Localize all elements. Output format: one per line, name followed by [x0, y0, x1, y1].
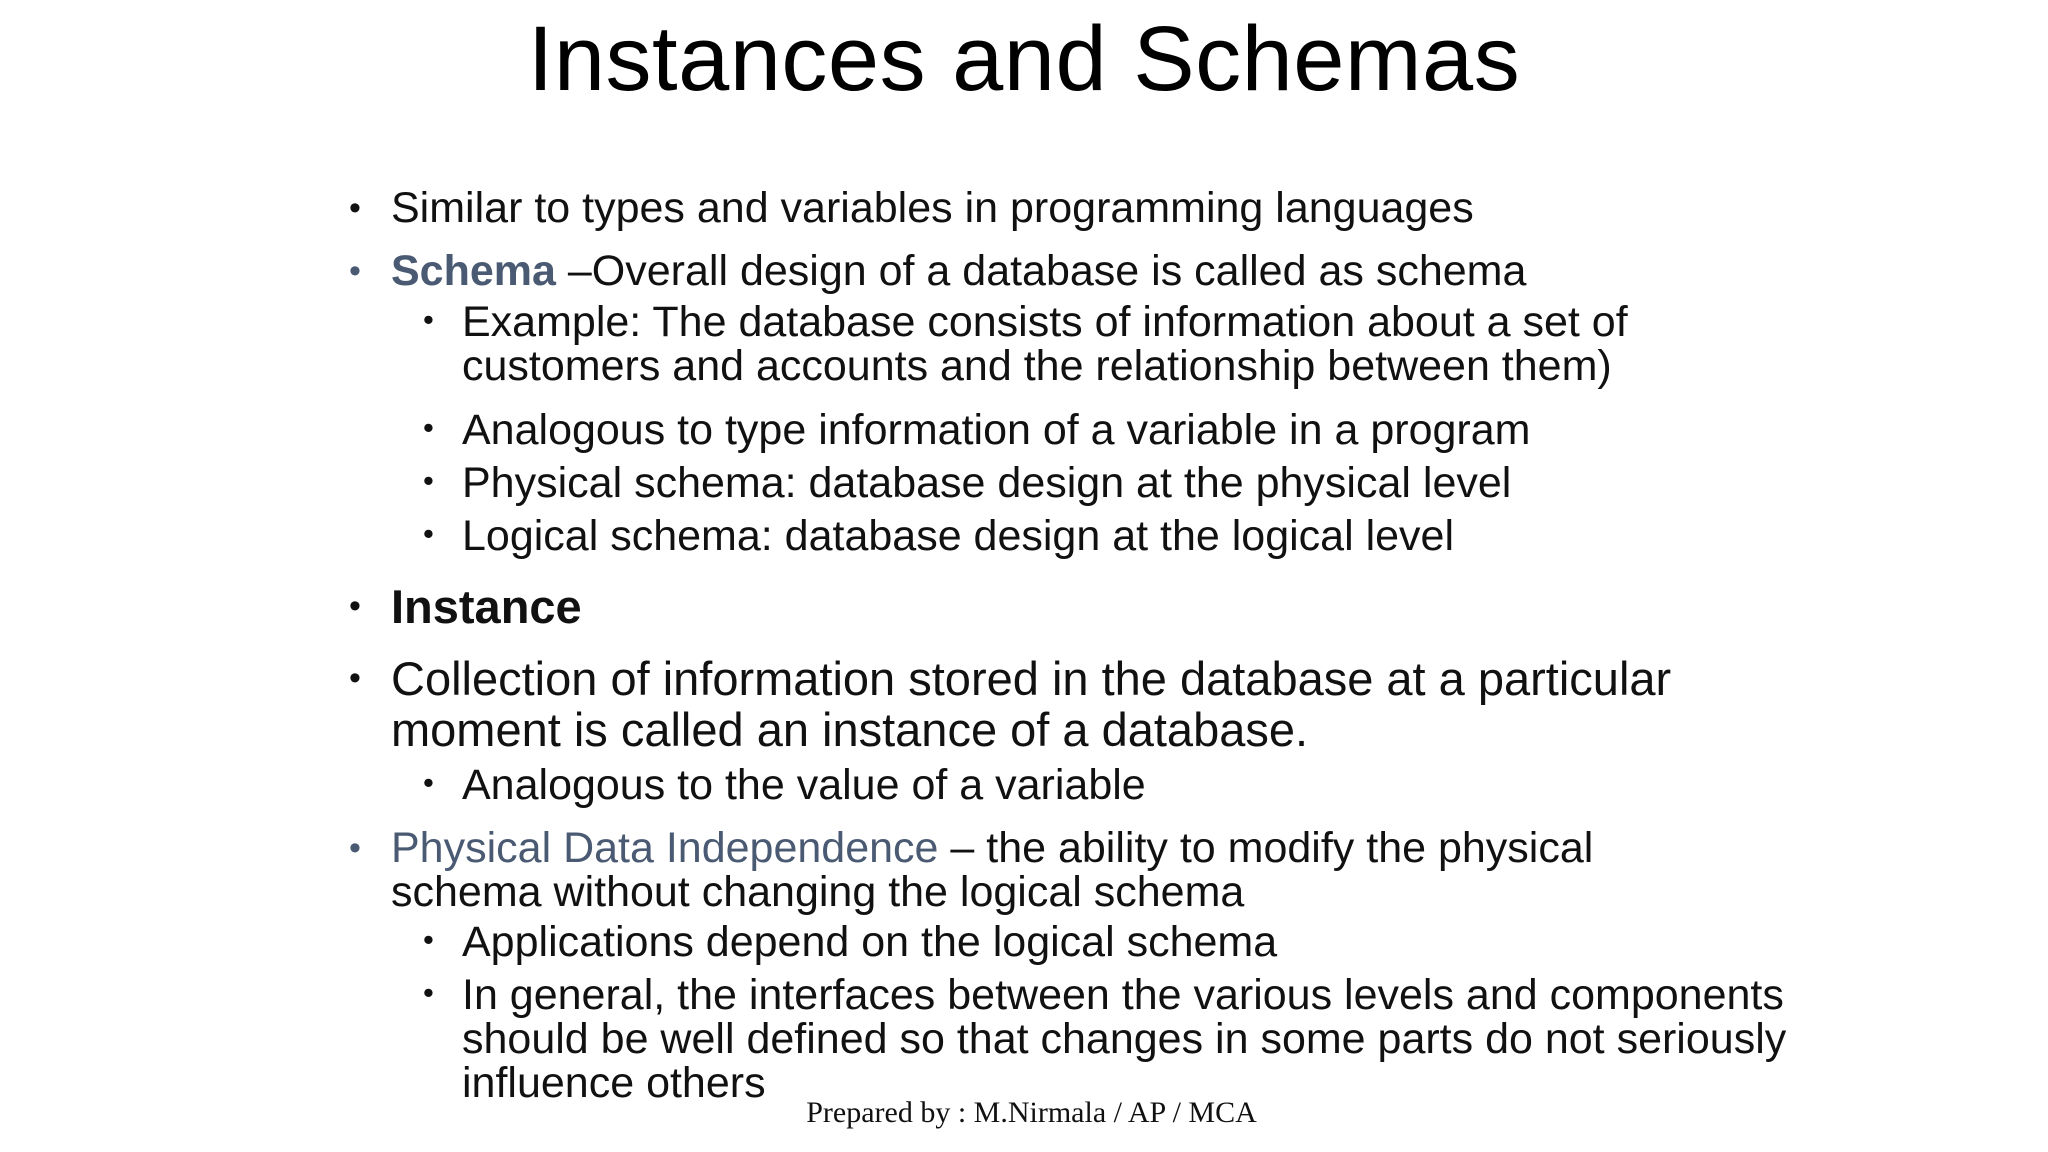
bullet-text: Applications depend on the logical schema [462, 918, 1278, 966]
bullet-text: Logical schema: database design at the logical level [462, 512, 1455, 560]
bullet-icon: • [423, 765, 434, 800]
bullet-text: In general, the interfaces between the various levels and components should be well defined so that changes in some parts do not seriously influence others [462, 971, 1787, 1107]
bullet-item-schema [349, 249, 1791, 293]
bullet-text: –Overall design of a database is called as schema [555, 247, 1527, 295]
schema-term: Schema [391, 247, 556, 295]
bullet-icon: • [423, 975, 434, 1010]
bullet-item-physical-data-independence [349, 826, 1721, 914]
sub-bullet-analogous-type [349, 408, 1862, 452]
bullet-icon: • [349, 252, 361, 290]
bullet-text: Example: The database consists of information about a set of customers and accounts and the relationship between them) [462, 298, 1628, 390]
bullet-text: Instance [391, 580, 582, 633]
sub-bullet-example [349, 300, 1792, 388]
bullet-item-instance [349, 581, 1791, 632]
bullet-icon: • [423, 302, 434, 337]
bullet-icon: • [423, 922, 434, 957]
bullet-item-types-variables [349, 186, 1791, 230]
bullet-item-collection [349, 653, 1791, 755]
bullet-text: Physical schema: database design at the physical level [462, 459, 1512, 507]
bullet-icon: • [349, 829, 361, 867]
bullet-icon: • [423, 516, 434, 551]
physical-data-independence-term: Physical Data Independence [391, 824, 939, 872]
sub-bullet-logical-schema [349, 514, 1862, 558]
sub-bullet-analogous-value [349, 763, 1862, 807]
bullet-icon: • [423, 410, 434, 445]
footer-credit: Prepared by : M.Nirmala / AP / MCA [806, 1096, 1257, 1129]
bullet-icon: • [423, 463, 434, 498]
bullet-text: Collection of information stored in the database at a particular moment is called an instance of a database. [391, 652, 1672, 756]
bullet-text: Analogous to the value of a variable [462, 761, 1146, 809]
bullet-text: Analogous to type information of a variable in a program [462, 406, 1531, 454]
bullet-text: – the ability to modify the physical schema without changing the logical schema [391, 824, 1594, 916]
bullet-text: Similar to types and variables in programming languages [391, 184, 1474, 232]
bullet-icon: • [349, 587, 361, 625]
bullet-icon: • [349, 659, 361, 697]
bullet-icon: • [349, 189, 361, 227]
sub-bullet-applications [349, 920, 1862, 964]
slide-title: Instances and Schemas [527, 8, 1521, 110]
sub-bullet-interfaces [349, 973, 1792, 1105]
sub-bullet-physical-schema [349, 461, 1862, 505]
